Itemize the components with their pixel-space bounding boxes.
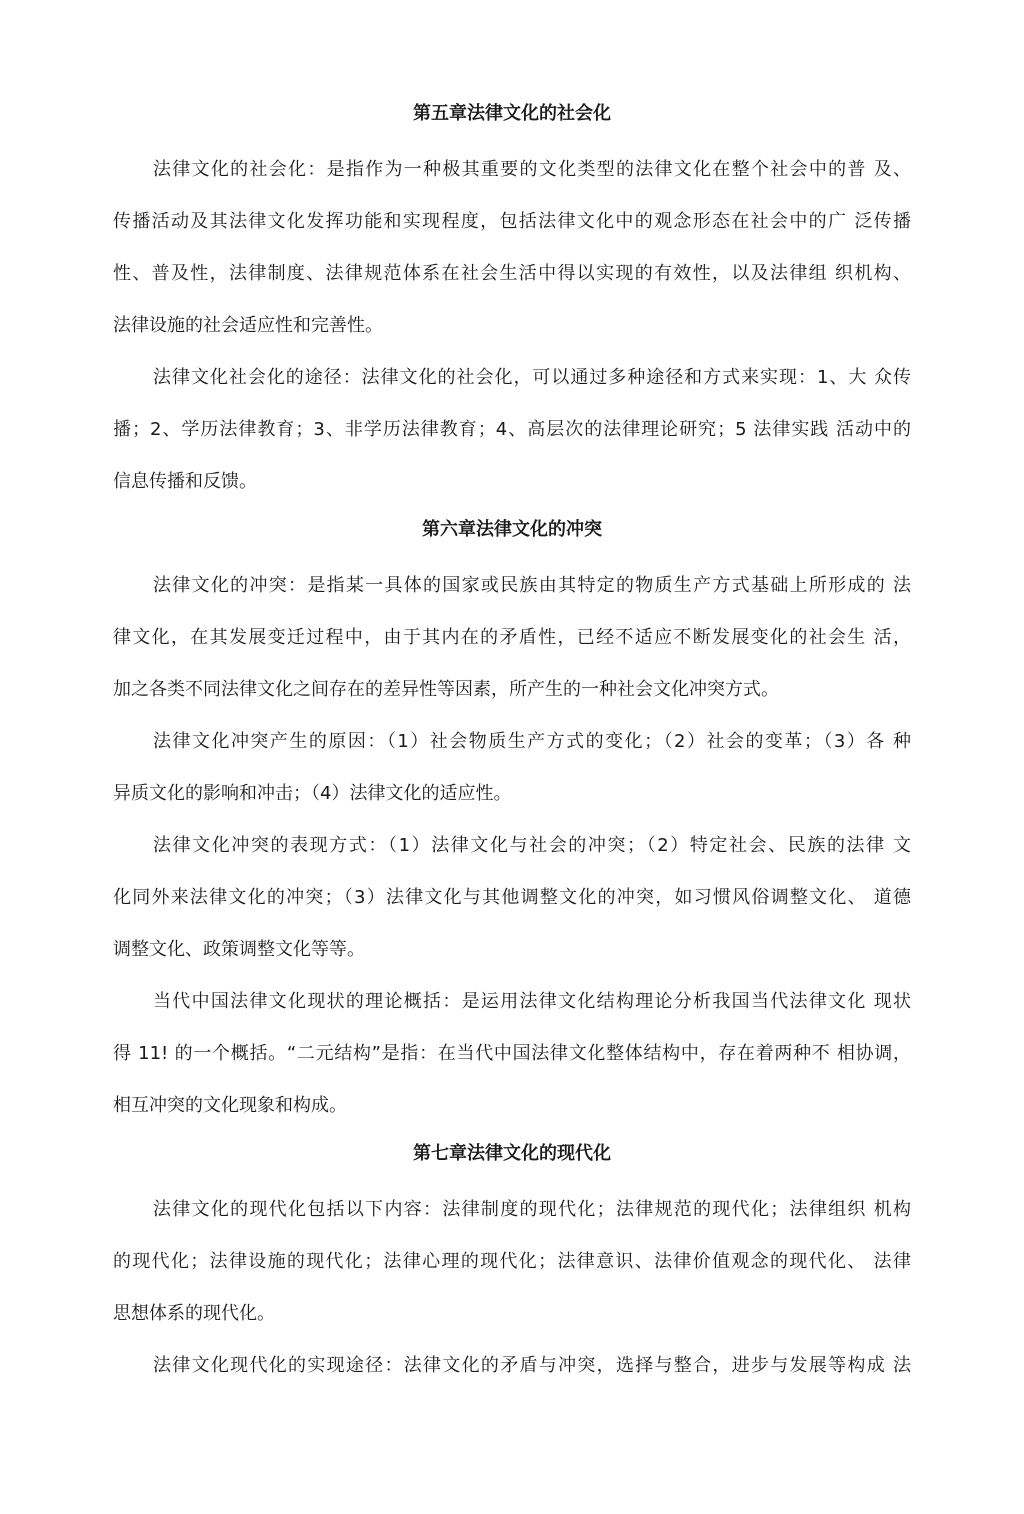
text-line: 思想体系的现代化。 bbox=[113, 1303, 275, 1324]
text-line: 法律文化的现代化包括以下内容：法律制度的现代化；法律规范的现代化；法律组织 机构 bbox=[153, 1199, 911, 1220]
text-line: 传播活动及其法律文化发挥功能和实现程度，包括法律文化中的观念形态在社会中的广 泛传播 bbox=[113, 211, 911, 232]
paragraph bbox=[113, 716, 911, 820]
text-line: 相互冲突的文化现象和构成。 bbox=[113, 1095, 347, 1116]
paragraph bbox=[113, 352, 911, 508]
chapter-heading: 第六章法律文化的冲突 bbox=[422, 519, 602, 540]
text-line: 法律文化冲突产生的原因：（1）社会物质生产方式的变化；（2）社会的变革；（3）各 种 bbox=[153, 731, 911, 752]
section-chapter-6 bbox=[113, 508, 911, 1132]
text-line: 化同外来法律文化的冲突；（3）法律文化与其他调整文化的冲突，如习惯风俗调整文化、 道德 bbox=[113, 887, 911, 908]
text-line: 调整文化、政策调整文化等等。 bbox=[113, 939, 365, 960]
text-line: 法律设施的社会适应性和完善性。 bbox=[113, 315, 383, 336]
paragraph bbox=[113, 820, 911, 976]
text-line: 的现代化；法律设施的现代化；法律心理的现代化；法律意识、法律价值观念的现代化、 法律 bbox=[113, 1251, 911, 1272]
chapter-heading: 第五章法律文化的社会化 bbox=[413, 103, 611, 124]
section-chapter-7 bbox=[113, 1132, 911, 1392]
text-line: 法律文化的社会化：是指作为一种极其重要的文化类型的法律文化在整个社会中的普 及、 bbox=[153, 159, 911, 180]
text-line: 法律文化社会化的途径：法律文化的社会化，可以通过多种途径和方式来实现：1、大 众传 bbox=[153, 367, 911, 388]
text-line: 得 11! 的一个概括。“二元结构”是指：在当代中国法律文化整体结构中，存在着两种不 相协调， bbox=[113, 1043, 911, 1064]
paragraph bbox=[113, 1184, 911, 1340]
chapter-heading: 第七章法律文化的现代化 bbox=[413, 1143, 611, 1164]
document-page bbox=[113, 92, 911, 1392]
text-line: 法律文化冲突的表现方式：（1）法律文化与社会的冲突；（2）特定社会、民族的法律 文 bbox=[153, 835, 911, 856]
text-line: 播；2、学历法律教育；3、非学历法律教育；4、高层次的法律理论研究；5 法律实践 活动中的 bbox=[113, 419, 911, 440]
text-line: 法律文化现代化的实现途径：法律文化的矛盾与冲突，选择与整合，进步与发展等构成 法 bbox=[153, 1355, 911, 1376]
paragraph bbox=[113, 1340, 911, 1392]
text-line: 信息传播和反馈。 bbox=[113, 471, 257, 492]
paragraph bbox=[113, 976, 911, 1132]
text-line: 当代中国法律文化现状的理论概括：是运用法律文化结构理论分析我国当代法律文化 现状 bbox=[153, 991, 911, 1012]
paragraph bbox=[113, 144, 911, 352]
section-chapter-5 bbox=[113, 92, 911, 508]
text-line: 性、普及性，法律制度、法律规范体系在社会生活中得以实现的有效性，以及法律组 织机构、 bbox=[113, 263, 911, 284]
paragraph bbox=[113, 560, 911, 716]
text-line: 律文化，在其发展变迁过程中，由于其内在的矛盾性，已经不适应不断发展变化的社会生 活， bbox=[113, 627, 911, 648]
text-line: 加之各类不同法律文化之间存在的差异性等因素，所产生的一种社会文化冲突方式。 bbox=[113, 679, 779, 700]
text-line: 异质文化的影响和冲击；（4）法律文化的适应性。 bbox=[113, 783, 512, 804]
text-line: 法律文化的冲突：是指某一具体的国家或民族由其特定的物质生产方式基础上所形成的 法 bbox=[153, 575, 911, 596]
